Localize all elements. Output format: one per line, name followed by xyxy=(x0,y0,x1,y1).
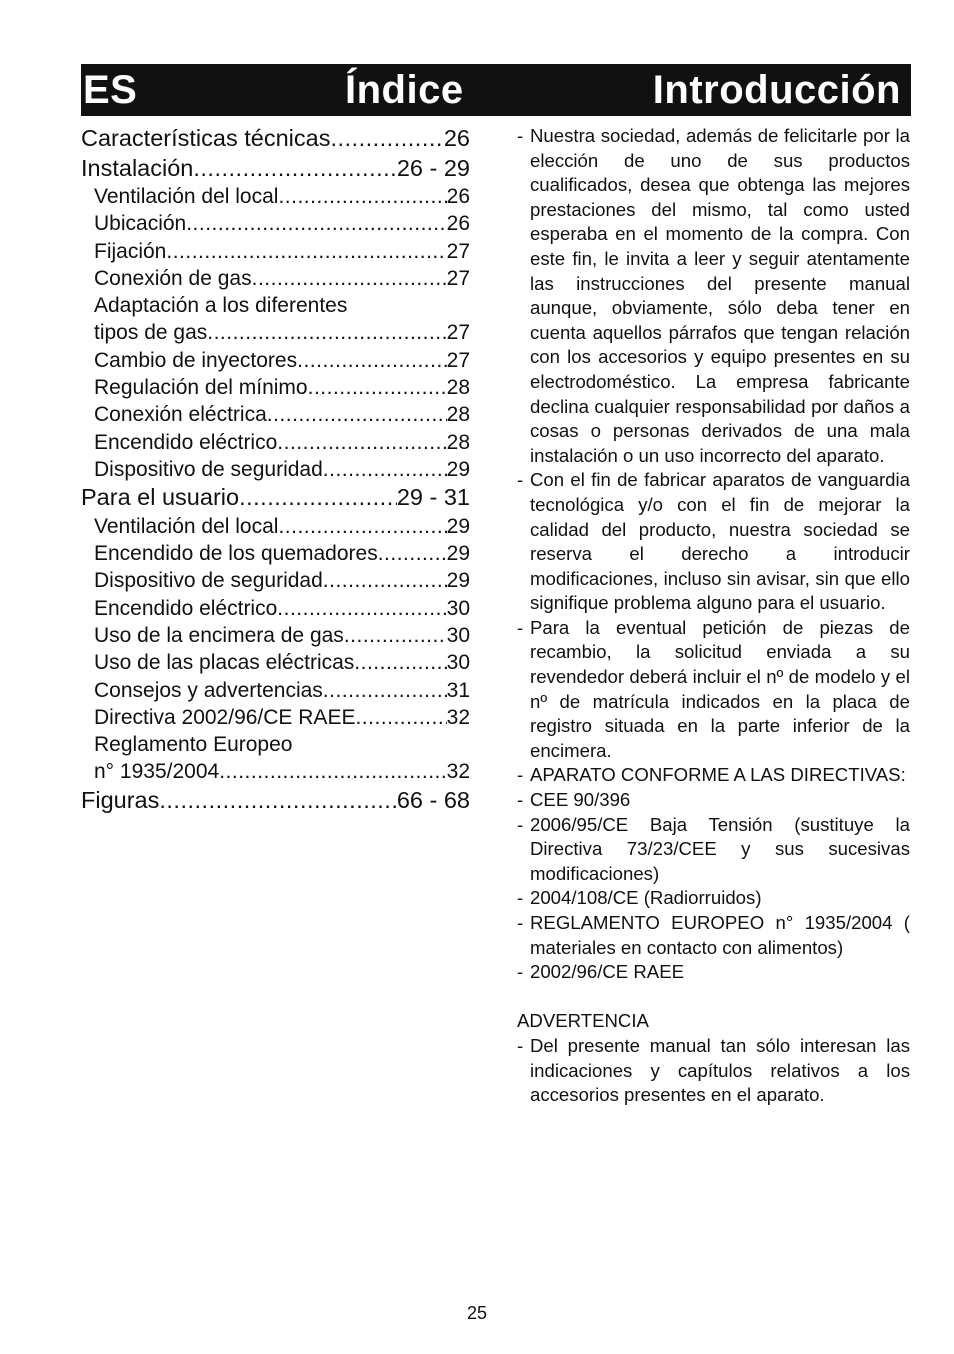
toc-entry xyxy=(81,483,470,513)
toc-entry xyxy=(81,704,470,731)
toc-leader-dots xyxy=(239,483,397,513)
toc-entry-page: 27 xyxy=(446,239,470,263)
toc-entry-label: Instalación xyxy=(81,154,194,181)
spacer xyxy=(517,985,910,1010)
toc-leader-dots xyxy=(277,429,446,456)
toc-entry-label: Cambio de inyectores xyxy=(94,348,298,372)
toc-leader-dots xyxy=(278,183,446,210)
toc-entry xyxy=(81,401,470,428)
toc-leader-dots xyxy=(207,319,446,346)
introduction-title: Introducción xyxy=(652,68,901,112)
intro-paragraph: - Para la eventual petición de piezas de recambio, la solicitud enviada a su revendedor deberá incluir el nº de modelo y el nº de matrícula indicados en la placa de registro situada en la parte inferior de la encimera. xyxy=(517,616,910,764)
toc-entry-page: 27 xyxy=(446,348,470,372)
toc-entry xyxy=(81,154,470,184)
page-number: 25 xyxy=(466,1303,488,1323)
toc-entry-label: Ventilación del local xyxy=(94,185,279,208)
toc-entry-label: Uso de las placas eléctricas xyxy=(94,651,355,675)
toc-entry-page: 29 xyxy=(446,569,470,593)
intro-paragraph: - Con el fin de fabricar aparatos de vanguardia tecnológica y/o con el fin de mejorar la calidad del producto, nuestra sociedad se reserva el derecho a introducir modificaciones, incluso sin avisar, sin que ello signifique problema alguno para el usuario. xyxy=(517,468,910,616)
toc-entry xyxy=(81,786,470,816)
toc-entry xyxy=(81,649,470,676)
toc-entry-page: 29 xyxy=(446,457,470,481)
toc-entry-label: Encendido de los quemadores xyxy=(94,542,378,566)
table-of-contents xyxy=(81,124,470,815)
toc-entry xyxy=(81,731,470,758)
toc-leader-dots xyxy=(186,210,446,237)
index-title: Índice xyxy=(345,68,464,112)
toc-entry-label: Conexión de gas xyxy=(94,266,252,290)
toc-leader-dots xyxy=(252,265,447,292)
toc-entry-page: 27 xyxy=(446,321,470,345)
toc-leader-dots xyxy=(277,595,446,622)
toc-entry-label: Figuras xyxy=(81,786,160,813)
toc-leader-dots xyxy=(378,540,447,567)
toc-entry xyxy=(81,758,470,785)
toc-entry-label: Fijación xyxy=(94,239,167,263)
warning-heading: ADVERTENCIA xyxy=(517,1010,649,1032)
directive-item: - 2004/108/CE (Radiorruidos) xyxy=(517,886,910,911)
toc-entry-page: 26 xyxy=(446,185,470,208)
toc-entry-page: 29 - 31 xyxy=(396,484,470,511)
header-bar xyxy=(81,64,911,116)
toc-entry-label: Adaptación a los diferentes xyxy=(94,294,348,318)
toc-entry-label: Encendido eléctrico xyxy=(94,596,278,620)
toc-entry xyxy=(81,595,470,622)
toc-entry-page: 28 xyxy=(446,376,470,400)
toc-entry-page: 32 xyxy=(446,760,470,784)
toc-entry-page: 26 - 29 xyxy=(396,154,470,181)
toc-entry xyxy=(81,292,470,319)
toc-entry-label: Regulación del mínimo xyxy=(94,376,308,400)
toc-entry-label: Ubicación xyxy=(94,212,187,236)
directive-item: - CEE 90/396 xyxy=(517,788,910,813)
toc-leader-dots xyxy=(308,374,447,401)
toc-entry xyxy=(81,677,470,704)
toc-entry xyxy=(81,622,470,649)
toc-leader-dots xyxy=(159,786,396,816)
toc-leader-dots xyxy=(323,677,447,704)
toc-leader-dots xyxy=(278,513,446,540)
toc-entry xyxy=(81,183,470,210)
toc-entry-page: 28 xyxy=(446,403,470,427)
intro-paragraph: - Nuestra sociedad, además de felicitarle por la elección de uno de sus productos cualificados, desea que obtenga las mejores prestaciones del mismo, tal como usted esperaba en el momento de la compra. Con este fin, le invita a leer y seguir atentamente las instrucciones del presente manual aunque, obviamente, sólo deba tener en cuenta aquellos párrafos que tengan relación con los accesorios y equipo presentes en su electrodoméstico. La empresa fabricante declina cualquier responsabilidad por daños a cosas o personas derivados de una mala instalación o un uso incorrecto del aparato. xyxy=(517,124,910,468)
toc-entry xyxy=(81,265,470,292)
toc-entry-page: 26 xyxy=(443,125,470,151)
directives-heading: - APARATO CONFORME A LAS DIRECTIVAS: xyxy=(517,763,910,788)
toc-entry-page: 30 xyxy=(446,651,470,675)
toc-entry xyxy=(81,319,470,346)
toc-entry-label: Reglamento Europeo xyxy=(94,733,293,757)
toc-entry xyxy=(81,374,470,401)
toc-entry-page: 26 xyxy=(446,212,470,236)
toc-entry xyxy=(81,210,470,237)
toc-entry-page: 30 xyxy=(446,596,470,620)
introduction-text xyxy=(517,124,910,1108)
directive-item: - REGLAMENTO EUROPEO n° 1935/2004 ( materiales en contacto con alimentos) xyxy=(517,911,910,960)
directive-item: - 2006/95/CE Baja Tensión (sustituye la Directiva 73/23/CEE y sus sucesivas modificaciones) xyxy=(517,813,910,887)
toc-entry xyxy=(81,347,470,374)
toc-entry-label: Conexión eléctrica xyxy=(94,403,267,427)
toc-entry-label: n° 1935/2004 xyxy=(94,760,220,784)
toc-leader-dots xyxy=(323,456,447,483)
language-code: ES xyxy=(83,68,138,112)
toc-leader-dots xyxy=(355,704,446,731)
toc-entry-page: 27 xyxy=(446,266,470,290)
toc-leader-dots xyxy=(330,124,443,154)
toc-leader-dots xyxy=(166,238,446,265)
toc-entry-label: Para el usuario xyxy=(81,484,240,511)
toc-entry xyxy=(81,456,470,483)
toc-entry-label: Dispositivo de seguridad xyxy=(94,457,323,481)
toc-entry xyxy=(81,513,470,540)
toc-entry-page: 28 xyxy=(446,430,470,454)
toc-leader-dots xyxy=(344,622,447,649)
toc-leader-dots xyxy=(219,758,446,785)
toc-leader-dots xyxy=(354,649,446,676)
toc-entry-page: 32 xyxy=(446,705,470,729)
toc-entry xyxy=(81,567,470,594)
toc-entry-page: 31 xyxy=(446,678,470,702)
toc-entry-label: Consejos y advertencias xyxy=(94,678,323,702)
toc-entry xyxy=(81,540,470,567)
toc-leader-dots xyxy=(267,401,447,428)
toc-entry xyxy=(81,429,470,456)
toc-entry-label: Encendido eléctrico xyxy=(94,430,278,454)
toc-leader-dots xyxy=(323,567,447,594)
toc-entry-label: Uso de la encimera de gas xyxy=(94,623,344,647)
warning-paragraph: - Del presente manual tan sólo interesan las indicaciones y capítulos relativos a los accesorios presentes en el aparato. xyxy=(517,1034,910,1108)
toc-leader-dots xyxy=(193,154,396,184)
toc-entry-label: Características técnicas xyxy=(81,125,331,151)
toc-leader-dots xyxy=(297,347,447,374)
toc-entry-label: Ventilación del local xyxy=(94,514,279,538)
toc-entry-label: tipos de gas xyxy=(94,321,208,345)
toc-entry-page: 66 - 68 xyxy=(396,786,470,813)
toc-entry xyxy=(81,238,470,265)
toc-entry xyxy=(81,124,470,154)
toc-entry-label: Directiva 2002/96/CE RAEE xyxy=(94,705,356,729)
directive-item: - 2002/96/CE RAEE xyxy=(517,960,910,985)
toc-entry-page: 30 xyxy=(446,623,470,647)
toc-entry-label: Dispositivo de seguridad xyxy=(94,569,323,593)
toc-entry-page: 29 xyxy=(446,514,470,538)
toc-entry-page: 29 xyxy=(446,542,470,566)
